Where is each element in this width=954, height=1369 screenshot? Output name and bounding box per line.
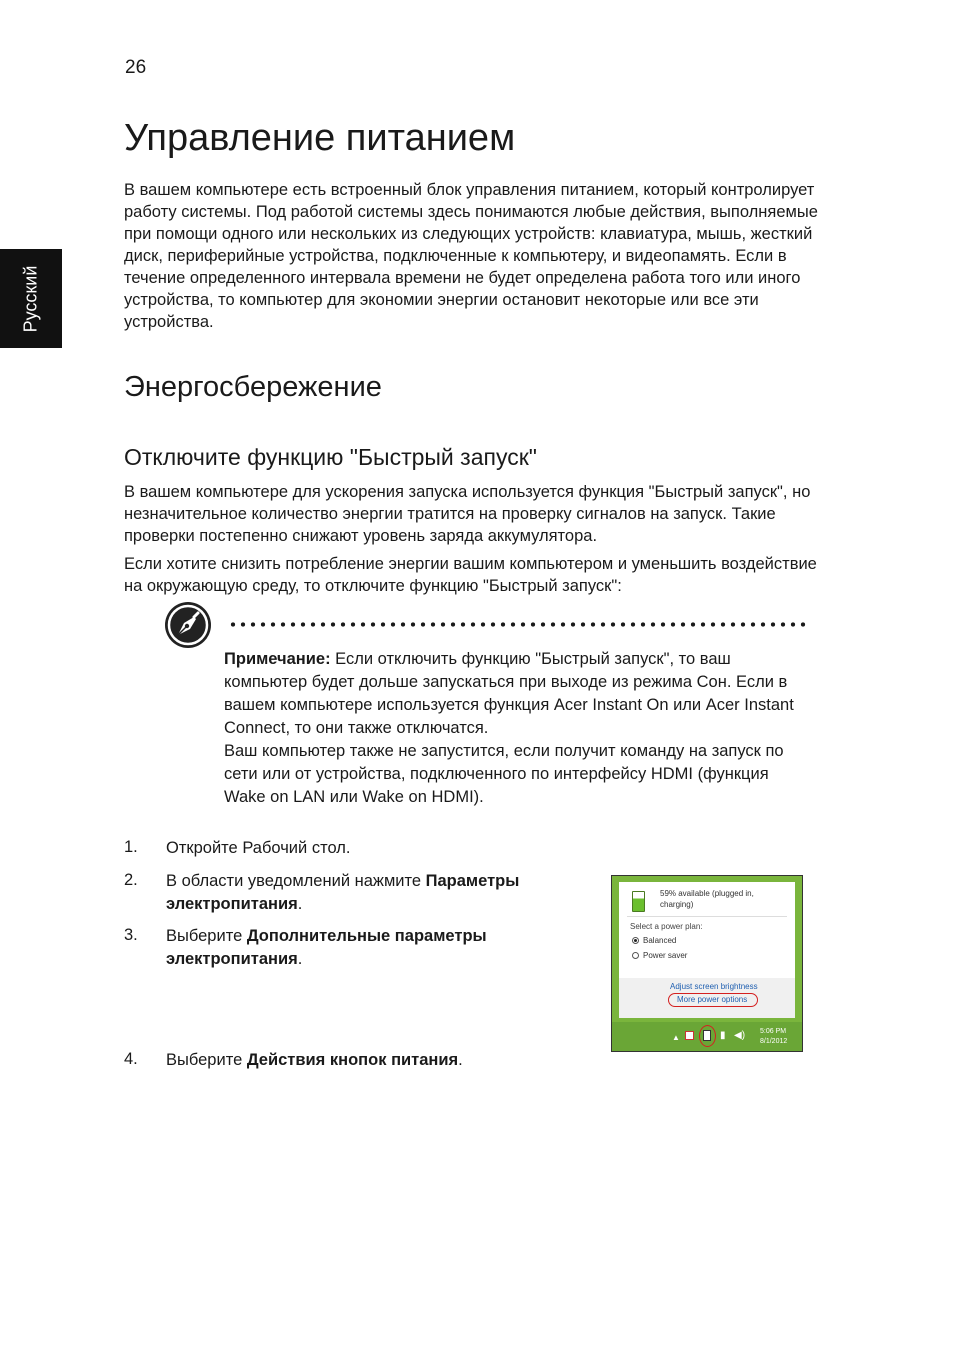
- balanced-label: Balanced: [643, 936, 677, 945]
- language-label: Русский: [20, 265, 41, 333]
- step-text-bold: Действия кнопок питания: [246, 1051, 459, 1069]
- note-text-1: Если отключить функцию "Быстрый запуск", то ваш компьютер будет дольше запускаться при выходе из режима Сон. Если в вашем компьютере используется функция Acer Instant On или Acer Instant Connect, то они также отключатся.: [224, 650, 794, 737]
- step-number: 1.: [124, 838, 138, 856]
- network-icon[interactable]: ▮: [720, 1030, 726, 1041]
- pen-nib-icon: [165, 602, 211, 648]
- adjust-brightness-link[interactable]: Adjust screen brightness: [670, 982, 758, 991]
- section-title: Энергосбережение: [124, 371, 382, 403]
- step-text-end: .: [297, 895, 303, 913]
- step-number: 4.: [124, 1050, 138, 1068]
- highlight-circle: [668, 993, 758, 1007]
- power-saver-label: Power saver: [643, 951, 688, 960]
- note-text: [224, 648, 814, 809]
- step-text: [166, 870, 586, 916]
- language-side-tab: [0, 249, 62, 348]
- highlight-circle: [699, 1025, 716, 1047]
- tray-clock[interactable]: [760, 1027, 787, 1047]
- step-text-plain: Выберите: [166, 1051, 247, 1069]
- battery-flyout: [619, 882, 795, 1018]
- taskbar: [612, 1022, 802, 1051]
- power-saver-radio[interactable]: [632, 952, 639, 959]
- battery-status: 59% available (plugged in, charging): [660, 889, 754, 909]
- clock-date: 8/1/2012: [760, 1038, 788, 1045]
- step-text-plain: Выберите: [166, 927, 247, 945]
- step-text: [166, 925, 586, 971]
- step-text: [166, 1049, 586, 1072]
- subsection-title: Отключите функцию "Быстрый запуск": [124, 444, 537, 470]
- more-power-options-link[interactable]: More power options: [677, 995, 748, 1004]
- intro-paragraph: В вашем компьютере есть встроенный блок управления питанием, который контролирует работу системы. Под работой системы здесь понимаются любые действия, выполняемые при помощи одного или нескольких из следующих устройств: клавиатура, мышь, жесткий диск, периферийные устройства, подключенные к компьютеру, и видеопамять. Если в течение определенного интервала времени не будет определена работа того или иного устройства, то компьютер для экономии энергии остановит некоторые или все эти устройства.: [124, 181, 818, 331]
- step-text-end: .: [458, 1051, 463, 1069]
- battery-icon: [632, 891, 645, 912]
- flyout-divider: [627, 916, 787, 917]
- step-number: 2.: [124, 871, 138, 889]
- page-title: Управление питанием: [124, 117, 516, 159]
- step-text: [166, 837, 586, 860]
- step-text-bold: Дополнительные параметры электропитания: [166, 927, 487, 968]
- action-center-flag-icon[interactable]: [685, 1031, 694, 1040]
- step-number: 3.: [124, 926, 138, 944]
- disable-paragraph: Если хотите снизить потребление энергии вашим компьютером и уменьшить воздействие на окружающую среду, то отключите функцию "Быстрый запуск":: [124, 555, 817, 595]
- fast-startup-paragraph: В вашем компьютере для ускорения запуска используется функция "Быстрый запуск", но незначительное количество энергии тратится на проверку сигналов на запуск. Такие проверки постепенно снижают уровень заряда аккумулятора.: [124, 483, 811, 545]
- power-plan-label: Select a power plan:: [630, 922, 703, 931]
- step-text-plain: В области уведомлений нажмите: [166, 872, 426, 890]
- note-divider: [228, 622, 810, 627]
- note-text-2: Ваш компьютер также не запустится, если получит команду на запуск по сети или от устройства, подключенного по интерфейсу HDMI (функция Wake on LAN или Wake on HDMI).: [224, 742, 784, 806]
- page-number: 26: [125, 57, 147, 78]
- volume-icon[interactable]: ◀): [734, 1030, 746, 1041]
- power-flyout-screenshot: [611, 875, 803, 1052]
- step-text-plain: Откройте Рабочий стол.: [166, 839, 351, 857]
- step-text-bold: Параметры электропитания: [166, 872, 520, 913]
- step-text-end: .: [297, 950, 303, 968]
- note-label: Примечание:: [224, 650, 331, 668]
- balanced-radio[interactable]: [632, 937, 639, 944]
- clock-time: 5:06 PM: [760, 1028, 787, 1035]
- chevron-up-icon[interactable]: ▲: [672, 1033, 680, 1042]
